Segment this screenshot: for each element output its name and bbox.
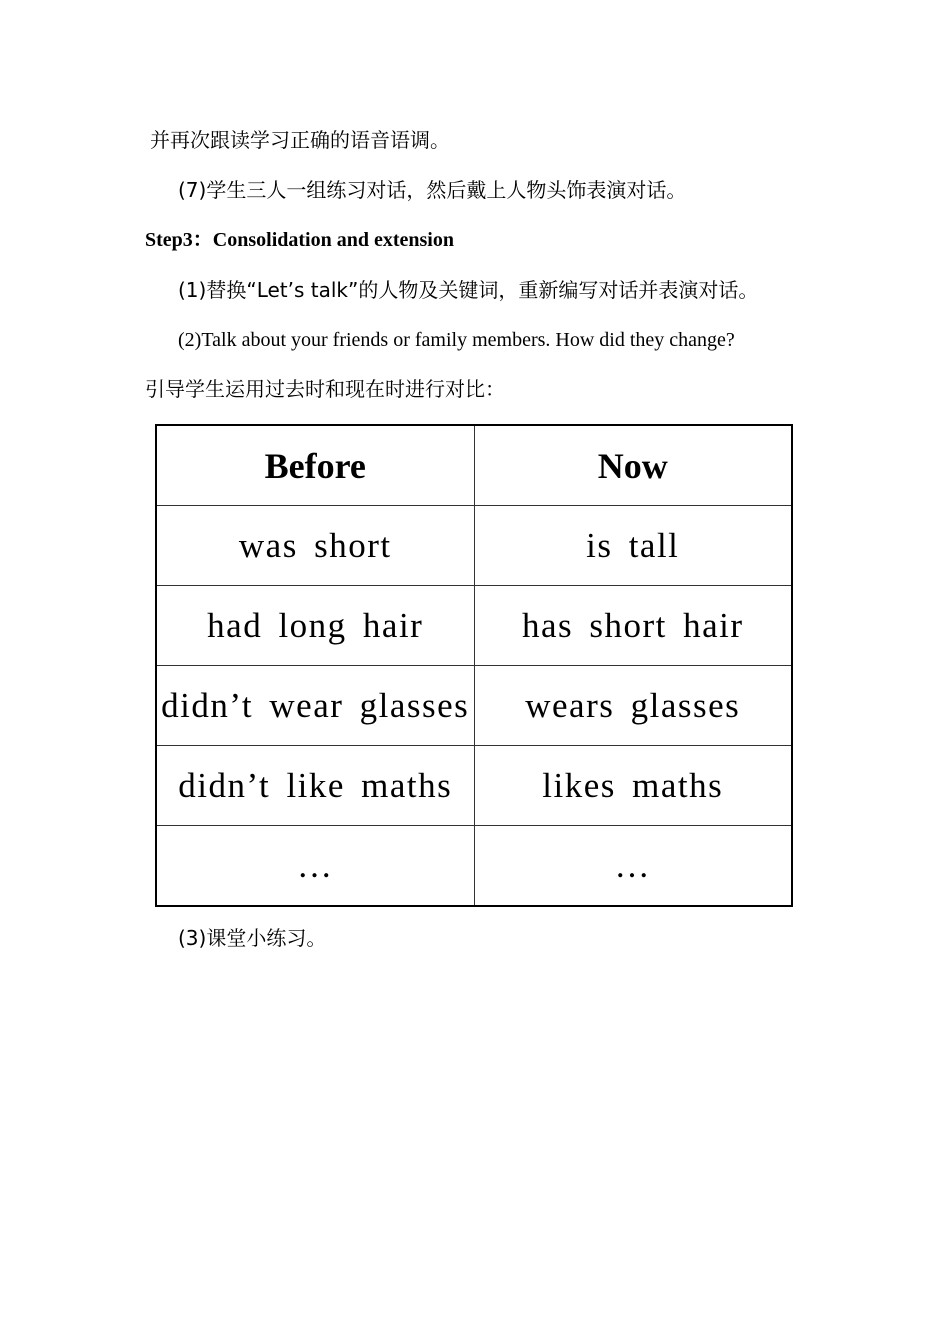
- paragraph-step-7: (7)学生三人一组练习对话，然后戴上人物头饰表演对话。: [178, 178, 687, 202]
- paragraph-guide: 引导学生运用过去时和现在时进行对比：: [145, 377, 505, 401]
- table-row: [156, 666, 792, 746]
- before-cell: didn’t wear glasses: [156, 666, 474, 746]
- before-cell: …: [156, 826, 474, 907]
- now-cell: has short hair: [474, 586, 792, 666]
- table-row: [156, 586, 792, 666]
- now-cell: …: [474, 826, 792, 907]
- now-cell: likes maths: [474, 746, 792, 826]
- before-cell: had long hair: [156, 586, 474, 666]
- paragraph-step3-2: (2)Talk about your friends or family members. How did they change?: [178, 329, 735, 351]
- now-cell: is tall: [474, 506, 792, 586]
- table-row: [156, 826, 792, 907]
- before-now-table: [155, 424, 793, 907]
- paragraph-step3-3: (3)课堂小练习。: [178, 926, 327, 950]
- table-row: [156, 506, 792, 586]
- table-row: [156, 746, 792, 826]
- before-cell: was short: [156, 506, 474, 586]
- before-cell: didn’t like maths: [156, 746, 474, 826]
- header-now: Now: [474, 425, 792, 506]
- now-cell: wears glasses: [474, 666, 792, 746]
- table-header-row: [156, 425, 792, 506]
- paragraph-continuation: 并再次跟读学习正确的语音语调。: [150, 128, 450, 152]
- paragraph-step3-1: (1)替换“Let’s talk”的人物及关键词，重新编写对话并表演对话。: [178, 278, 759, 302]
- header-before: Before: [156, 425, 474, 506]
- step3-heading: Step3：Consolidation and extension: [145, 229, 454, 251]
